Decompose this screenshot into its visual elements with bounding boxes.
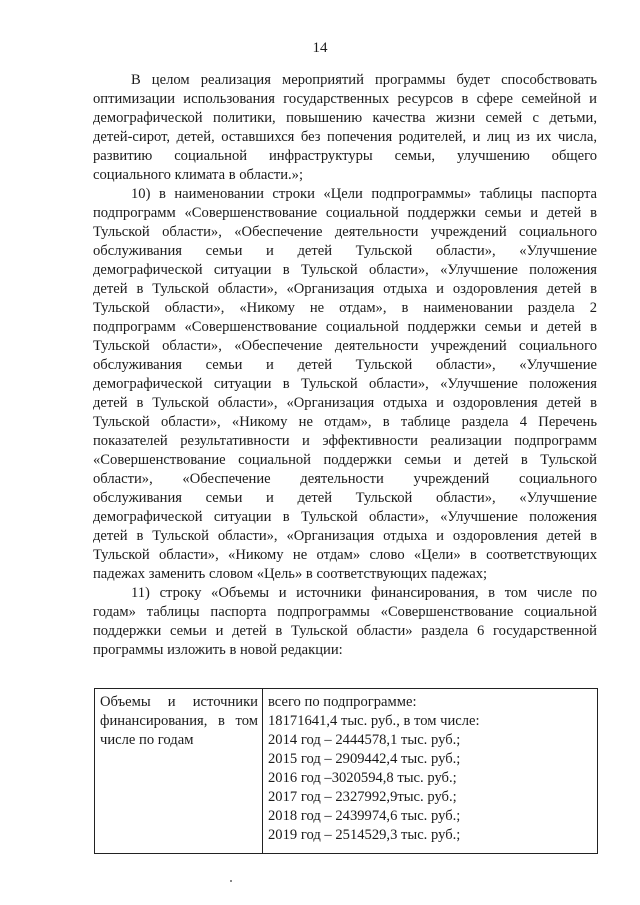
text-line: показателей результативности и эффективности реализации подпрограмм [93, 433, 597, 449]
text-line: детей в Тульской области», «Организация отдыха и оздоровления детей в [93, 395, 597, 411]
text-line: падежах заменить словом «Цель» в соответствующих падежах; [93, 566, 488, 582]
text-line: Тульской области», «Никому не отдам», в таблице раздела 4 Перечень [93, 414, 597, 430]
text-line: демографической ситуации в Тульской области», «Улучшение положения [93, 376, 597, 392]
cell-text-line: числе по годам [100, 732, 194, 748]
text-line: демографической ситуации в Тульской области», «Улучшение положения [93, 262, 597, 278]
paragraph-summary [93, 71, 597, 185]
cell-text-line: 2018 год – 2439974,6 тыс. руб.; [268, 808, 461, 824]
text-line: детей в Тульской области», «Организация отдыха и оздоровления детей в [93, 281, 597, 297]
text-line: развитию социальной инфраструктуры семьи, улучшению общего [93, 148, 597, 164]
text-line: Тульской области», «Обеспечение деятельности учреждений социального [93, 224, 597, 240]
text-line: «Совершенствование социальной поддержки семьи и детей в Тульской [93, 452, 597, 468]
text-line: Тульской области», «Никому не отдам», в наименовании раздела 2 [93, 300, 597, 316]
table-row [95, 689, 598, 854]
text-line: области», «Обеспечение деятельности учреждений социального [93, 471, 597, 487]
text-line: подпрограмм «Совершенствование социальной поддержки семьи и детей в [93, 205, 597, 221]
text-line: детей в Тульской области», «Организация отдыха и оздоровления детей в [93, 528, 597, 544]
financing-values-cell [263, 689, 598, 854]
text-line: В целом реализация мероприятий программы будет способствовать [131, 72, 597, 88]
cell-text-line: 2015 год – 2909442,4 тыс. руб.; [268, 751, 461, 767]
text-line: программы изложить в новой редакции: [93, 642, 343, 658]
text-line: обслуживания семьи и детей Тульской области», «Улучшение [93, 490, 597, 506]
financing-label-cell [95, 689, 263, 854]
text-line: оптимизации использования государственных ресурсов в сфере семейной и [93, 91, 597, 107]
text-line: демографической ситуации в Тульской области», «Улучшение положения [93, 509, 597, 525]
text-line: детей-сирот, детей, оставшихся без попечения родителей, и лиц из их числа, [93, 129, 597, 145]
text-line: годам» таблицы паспорта подпрограммы «Совершенствование социальной [93, 604, 597, 620]
text-line: социального климата в области.»; [93, 167, 304, 183]
text-line: поддержки семьи и детей в Тульской области» раздела 6 государственной [93, 623, 597, 639]
text-line: 11) строку «Объемы и источники финансирования, в том числе по [131, 585, 597, 601]
cell-text-line: Объемы и источники [100, 694, 258, 710]
page-number: 14 [312, 40, 328, 56]
text-line: Тульской области», «Обеспечение деятельности учреждений социального [93, 338, 597, 354]
document-body [93, 71, 597, 660]
text-line: обслуживания семьи и детей Тульской области», «Улучшение [93, 357, 597, 373]
cell-text-line: 18171641,4 тыс. руб., в том числе: [268, 713, 480, 729]
text-line: Тульской области», «Никому не отдам» слово «Цели» в соответствующих [93, 547, 597, 563]
text-line: обслуживания семьи и детей Тульской области», «Улучшение [93, 243, 597, 259]
scan-speck [230, 880, 232, 882]
text-line: подпрограмм «Совершенствование социальной поддержки семьи и детей в [93, 319, 597, 335]
cell-text-line: 2019 год – 2514529,3 тыс. руб.; [268, 827, 461, 843]
paragraph-item-10 [93, 185, 597, 584]
paragraph-item-11 [93, 584, 597, 660]
text-line: демографической политики, повышению качества жизни семей с детьми, [93, 110, 597, 126]
cell-text-line: всего по подпрограмме: [268, 694, 417, 710]
cell-text-line: 2014 год – 2444578,1 тыс. руб.; [268, 732, 461, 748]
cell-text-line: финансирования, в том [100, 713, 258, 729]
cell-text-line: 2016 год –3020594,8 тыс. руб.; [268, 770, 457, 786]
text-line: 10) в наименовании строки «Цели подпрограммы» таблицы паспорта [131, 186, 597, 202]
cell-text-line: 2017 год – 2327992,9тыс. руб.; [268, 789, 457, 805]
financing-table [94, 688, 598, 854]
